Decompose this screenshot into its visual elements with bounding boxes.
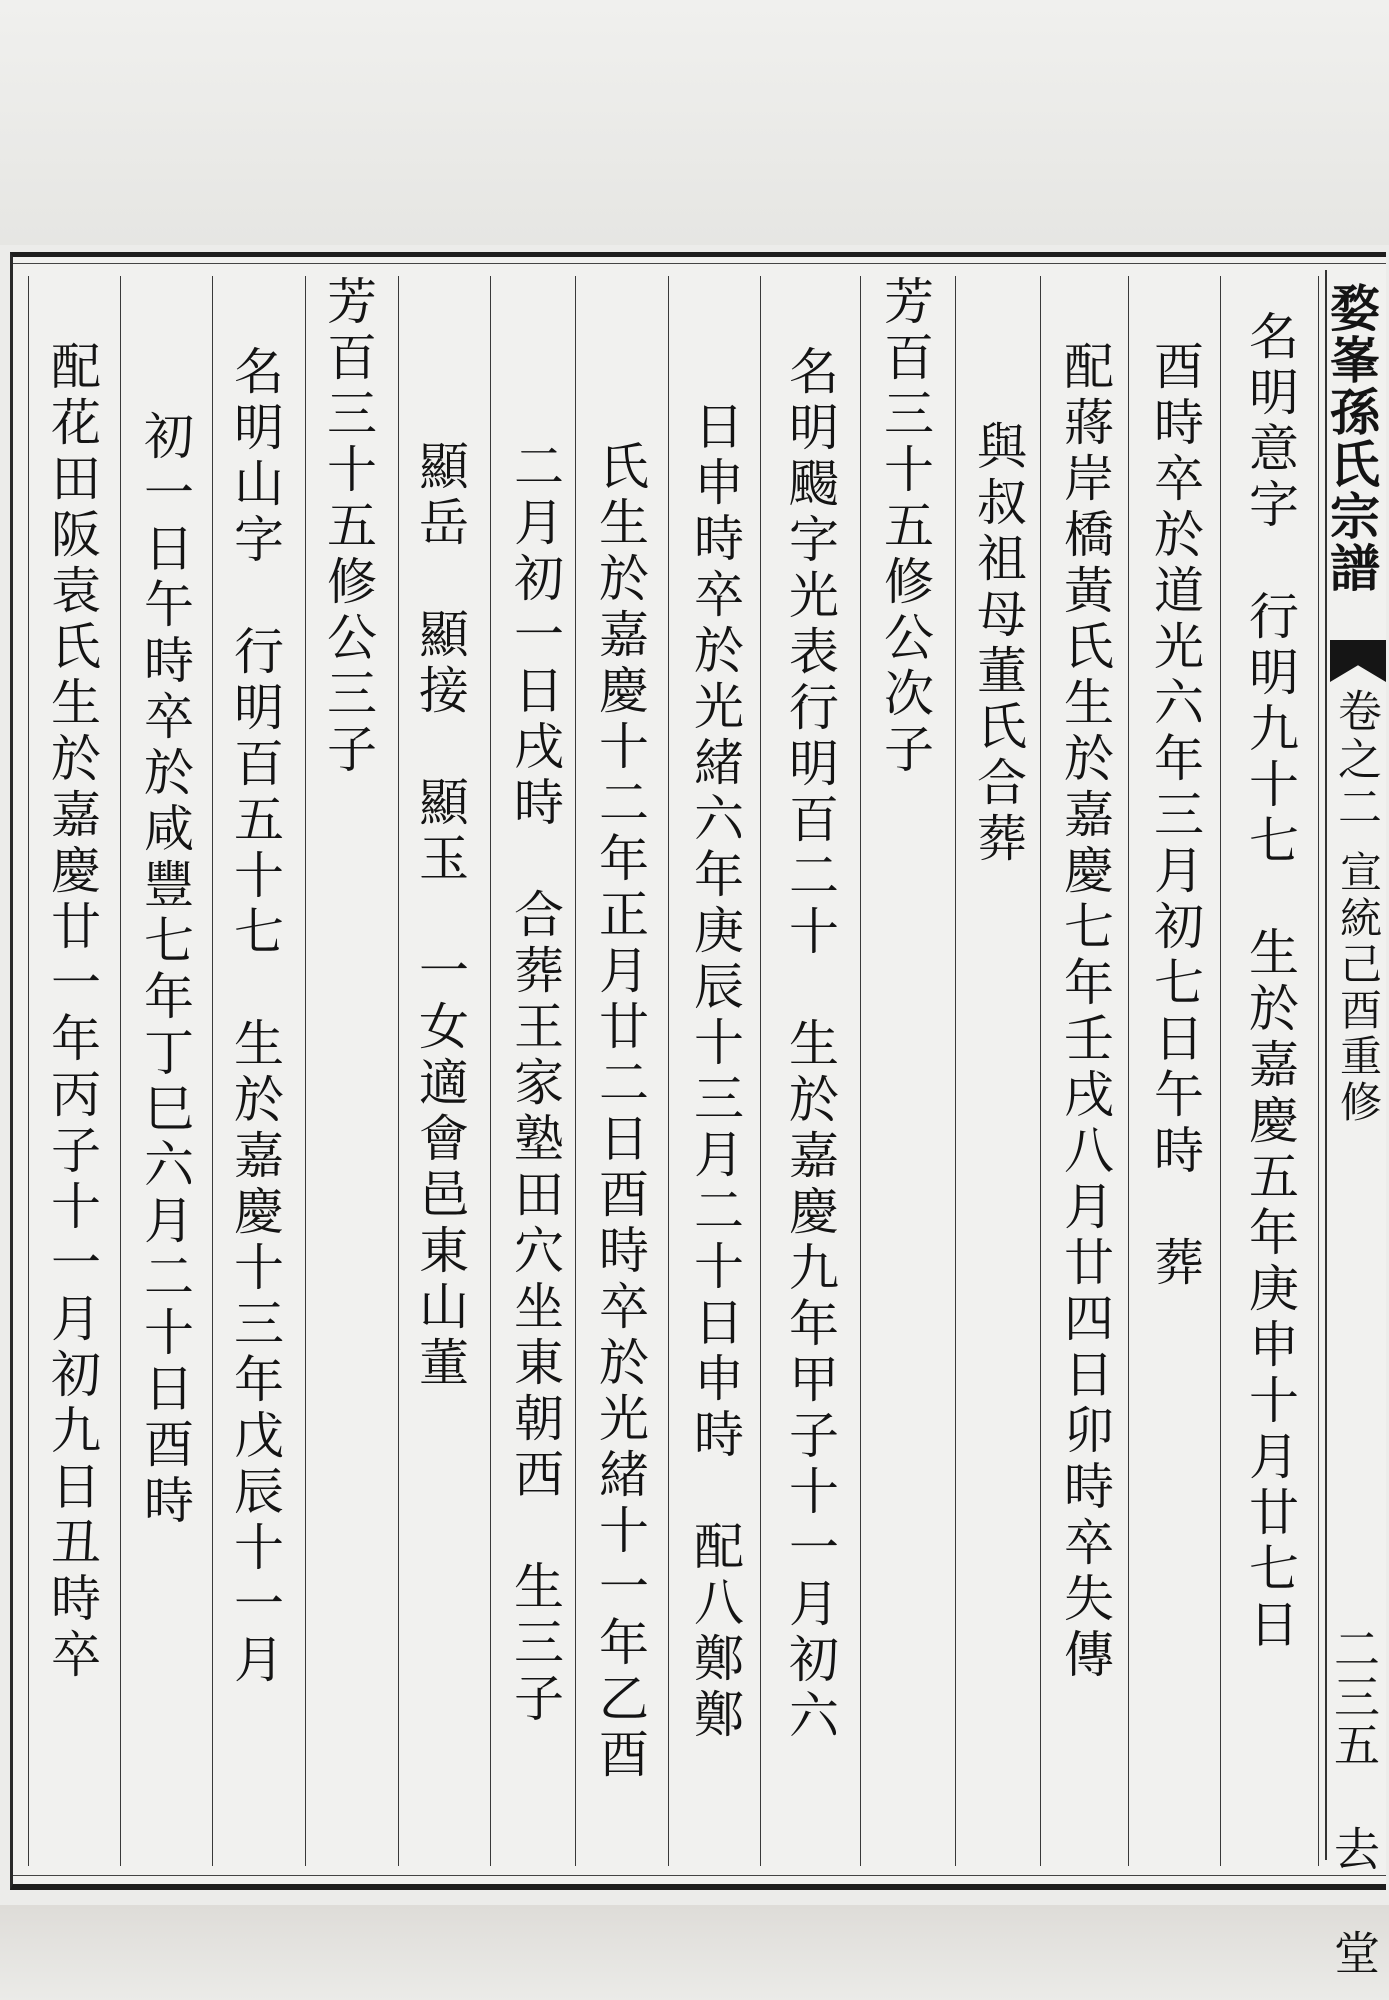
text-column-10: 顯岳 顯接 顯玉 一女適會邑東山董 [411, 440, 469, 1392]
previous-page-edge [0, 0, 1389, 245]
edition-label: 宣統己酉重修 [1334, 850, 1383, 1126]
column-rule [120, 276, 121, 1866]
column-rule [212, 276, 213, 1866]
text-column-3: 配蔣岸橋黃氏生於嘉慶七年壬戌八月廿四日卯時卒失傳 [1056, 340, 1114, 1684]
text-column-13: 初一日午時卒於咸豐七年丁巳六月二十日酉時 [136, 410, 194, 1530]
text-column-11: 芳百三十五修公三子 [319, 275, 377, 779]
book-title: 婺峯孫氏宗譜 [1322, 282, 1381, 594]
column-rule [955, 276, 956, 1866]
text-column-1: 名明意字 行明九十七 生於嘉慶五年庚申十月廿七日 [1241, 310, 1299, 1654]
text-column-2: 酉時卒於道光六年三月初七日午時 葬 [1146, 340, 1204, 1292]
text-column-8: 氏生於嘉慶十二年正月廿二日酉時卒於光緒十一年乙酉 [591, 440, 649, 1784]
text-column-4: 與叔祖母董氏合葬 [969, 420, 1027, 868]
column-rule [490, 276, 491, 1866]
text-column-6: 名明颺字光表行明百二十 生於嘉慶九年甲子十一月初六 [781, 345, 839, 1745]
text-column-9: 二月初一日戌時 合葬王家塾田穴坐東朝西 生三子 [506, 440, 564, 1728]
column-rule [1220, 276, 1221, 1866]
column-rule [860, 276, 861, 1866]
column-rule [398, 276, 399, 1866]
volume-label: 卷之二 [1330, 688, 1381, 832]
column-rule [28, 276, 29, 1866]
column-rule [1128, 276, 1129, 1866]
text-column-14: 配花田阪袁氏生於嘉慶廿一年丙子十一月初九日丑時卒 [43, 340, 101, 1684]
text-column-12: 名明山字 行明百五十七 生於嘉慶十三年戊辰十一月 [226, 345, 284, 1689]
column-rule [760, 276, 761, 1866]
text-column-5: 芳百三十五修公次子 [876, 275, 934, 779]
column-rule [668, 276, 669, 1866]
binding-edge [0, 1905, 1389, 2000]
column-rule [305, 276, 306, 1866]
column-rule [575, 276, 576, 1866]
text-column-7: 日申時卒於光緒六年庚辰十三月二十日申時 配八鄭鄭 [686, 400, 744, 1744]
column-rule [1040, 276, 1041, 1866]
folio-number: 二三五 去 堂 [1327, 1625, 1381, 1977]
